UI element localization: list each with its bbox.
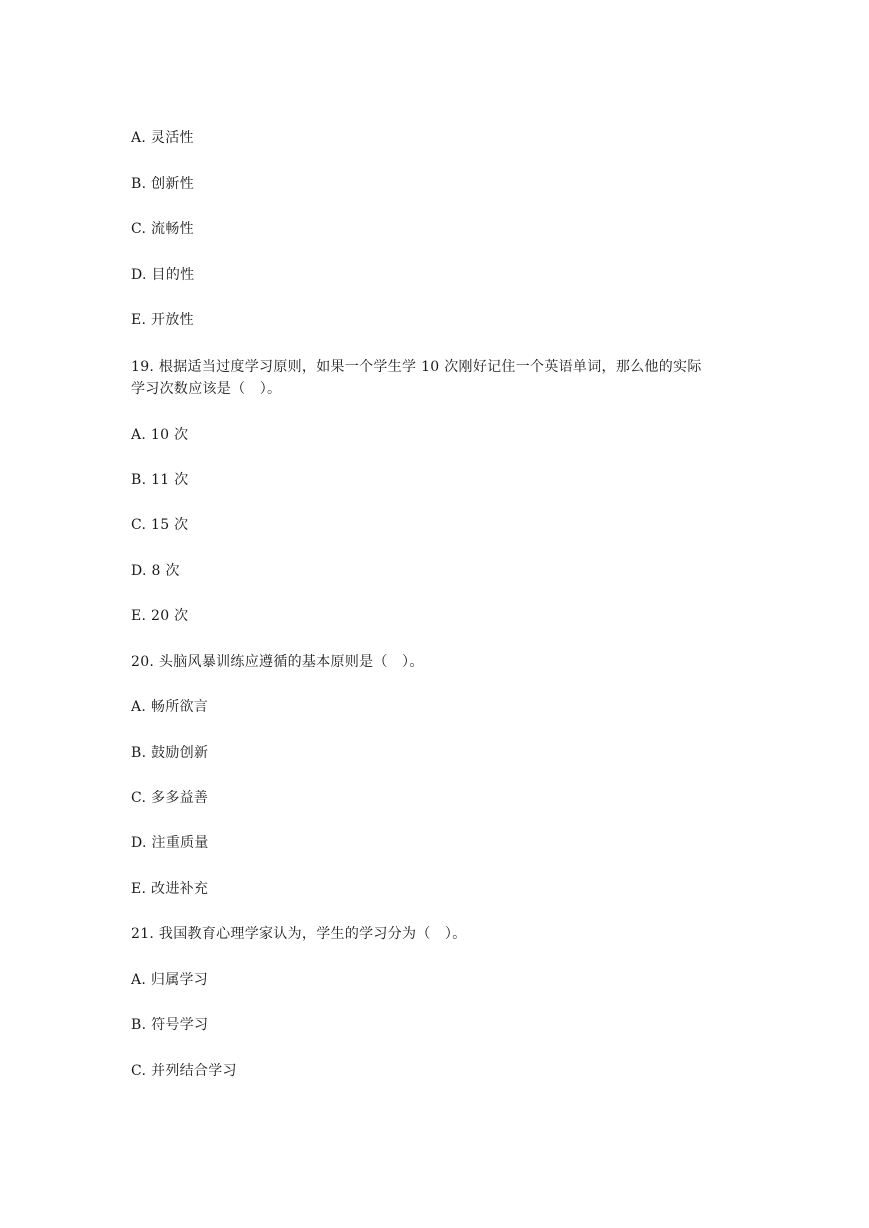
option-a-q19: A. 10 次	[131, 427, 189, 443]
option-a-q20: A. 畅所欲言	[131, 699, 209, 715]
option-e-q19: E. 20 次	[131, 608, 189, 624]
option-e-q20: E. 改进补充	[131, 881, 209, 897]
option-d-q18: D. 目的性	[131, 267, 195, 283]
question-20: 20. 头脑风暴训练应遵循的基本原则是（ ）。	[131, 654, 424, 670]
option-a-q21: A. 归属学习	[131, 972, 209, 988]
option-b-q21: B. 符号学习	[131, 1017, 209, 1033]
option-d-q19: D. 8 次	[131, 563, 180, 579]
option-b-q19: B. 11 次	[131, 472, 189, 488]
option-b-q18: B. 创新性	[131, 176, 194, 192]
option-c-q19: C. 15 次	[131, 517, 189, 533]
option-c-q21: C. 并列结合学习	[131, 1063, 237, 1079]
question-19-line-2: 学习次数应该是（ ）。	[131, 381, 282, 397]
option-e-q18: E. 开放性	[131, 312, 194, 328]
option-c-q18: C. 流畅性	[131, 221, 194, 237]
question-19-line-1: 19. 根据适当过度学习原则，如果一个学生学 10 次刚好记住一个英语单词，那么他的实际	[131, 359, 702, 375]
option-d-q20: D. 注重质量	[131, 835, 209, 851]
option-b-q20: B. 鼓励创新	[131, 745, 209, 761]
option-a-q18: A. 灵活性	[131, 130, 194, 146]
question-21: 21. 我国教育心理学家认为，学生的学习分为（ ）。	[131, 926, 467, 942]
option-c-q20: C. 多多益善	[131, 790, 209, 806]
